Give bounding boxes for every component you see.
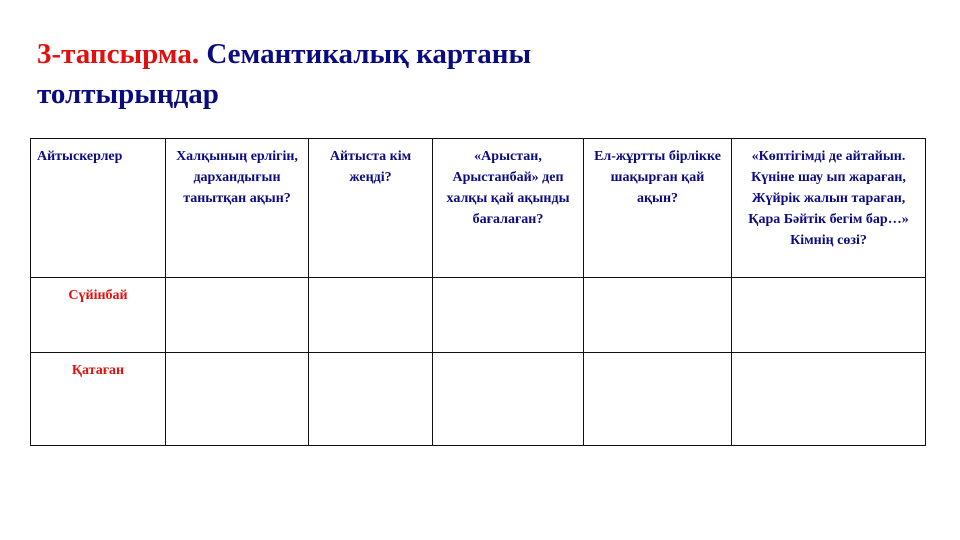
header-heroism-poet: Халқының ерлігін, дархандығын танытқан ақын?	[166, 139, 309, 278]
answer-cell[interactable]	[584, 353, 732, 446]
task-title: Семантикалық картаны толтырыңдар	[37, 38, 532, 110]
semantic-map-table	[30, 138, 926, 446]
answer-cell[interactable]	[309, 353, 433, 446]
table-row	[31, 278, 926, 353]
page-title	[37, 34, 637, 114]
answer-cell[interactable]	[433, 353, 584, 446]
answer-cell[interactable]	[732, 278, 926, 353]
table-header-row	[31, 139, 926, 278]
header-winner: Айтыста кім жеңді?	[309, 139, 433, 278]
row-label-katagan: Қатаған	[31, 353, 166, 446]
answer-cell[interactable]	[732, 353, 926, 446]
table-row	[31, 353, 926, 446]
header-poets: Айтыскерлер	[31, 139, 166, 278]
task-number: 3-тапсырма.	[37, 38, 200, 70]
answer-cell[interactable]	[309, 278, 433, 353]
answer-cell[interactable]	[166, 353, 309, 446]
header-lion-poet: «Арыстан, Арыстанбай» деп халқы қай ақынды бағалаған?	[433, 139, 584, 278]
answer-cell[interactable]	[584, 278, 732, 353]
answer-cell[interactable]	[433, 278, 584, 353]
answer-cell[interactable]	[166, 278, 309, 353]
row-label-suiinbai: Сүйінбай	[31, 278, 166, 353]
header-unity-poet: Ел-жұртты бірлікке шақырған қай ақын?	[584, 139, 732, 278]
header-quote-author: «Көптігімді де айтайын. Күніне шау ып жараған, Жүйрік жалын тараған, Қара Бәйтік бегім бар…» Кімнің сөзі?	[732, 139, 926, 278]
